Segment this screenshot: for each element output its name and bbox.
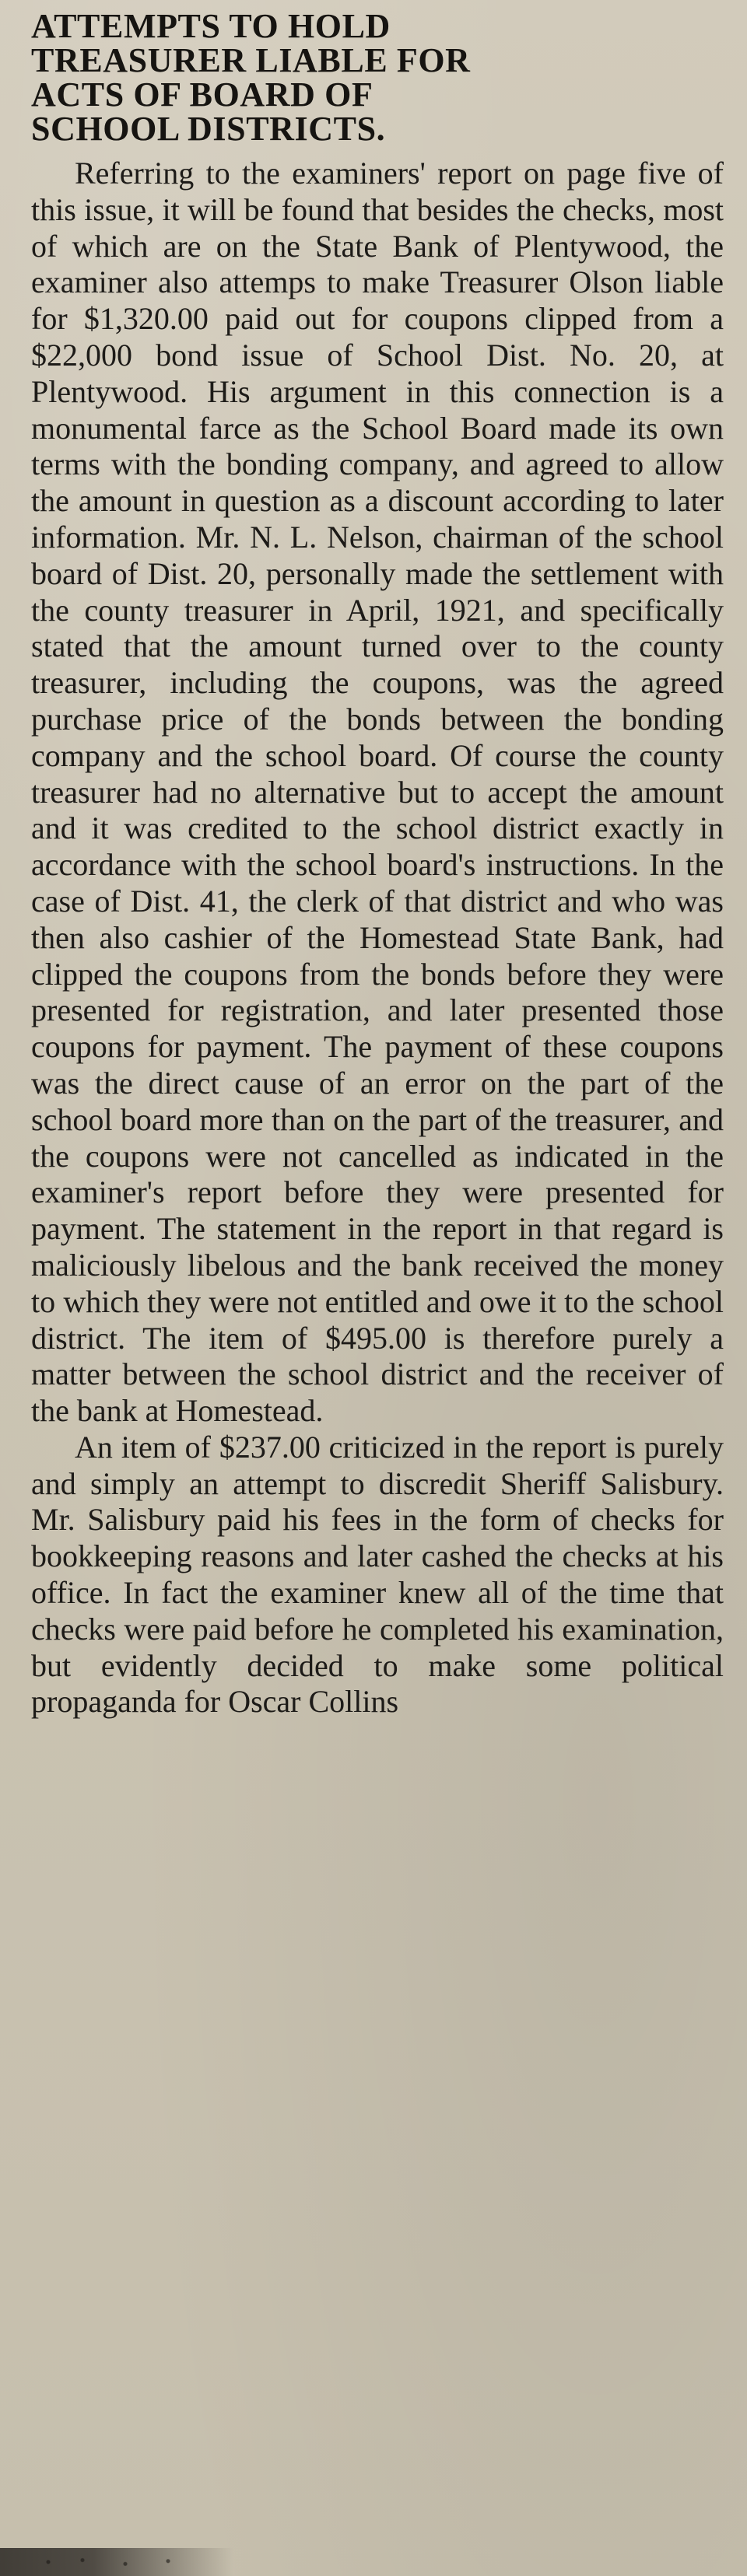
headline-line-1: ATTEMPTS TO HOLD: [31, 7, 391, 45]
article-paragraph-1: Referring to the examiners' report on page five of this issue, it will be found that besides the checks, most of which are on the State Bank of Plentywood, the examiner also attemps to make Treasurer Olson liable for $1,320.00 paid out for coupons clipped from a $22,000 bond issue of School Dist. No. 20, at Plentywood. His argument in this connection is a monumental farce as the School Board made its own terms with the bonding company, and agreed to allow the amount in question as a discount according to later information. Mr. N. L. Nelson, chairman of the school board of Dist. 20, personally made the settlement with the county treasurer in April, 1921, and specifically stated that the amount turned over to the county treasurer, including the coupons, was the agreed purchase price of the bonds between the bonding company and the school board. Of course the county treasurer had no alternative but to accept the amount and it was credited to the school district exactly in accordance with the school board's instructions. In the case of Dist. 41, the clerk of that district and who was then also cashier of the Homestead State Bank, had clipped the coupons from the bonds before they were presented for registration, and later presented those coupons for payment. The payment of these coupons was the direct cause of an error on the part of the school board more than on the part of the treasurer, and the coupons were not cancelled as indicated in the examiner's report before they were presented for payment. The statement in the report in that regard is maliciously libelous and the bank received the money to which they were not entitled and owe it to the school district. The item of $495.00 is therefore purely a matter between the school district and the receiver of the bank at Homestead.: [31, 156, 724, 1429]
headline-line-3: ACTS OF BOARD OF: [31, 75, 374, 114]
headline-line-2: TREASURER LIABLE FOR: [31, 41, 471, 79]
print-specks: [31, 2553, 202, 2571]
headline-line-4: SCHOOL DISTRICTS.: [31, 110, 386, 148]
article-body: [31, 156, 724, 1720]
headline: [31, 9, 731, 146]
article-paragraph-2: An item of $237.00 criticized in the report is purely and simply an attempt to discredit Sheriff Salisbury. Mr. Salisbury paid his fees in the form of checks for bookkeeping reasons and later cashed the checks at his office. In fact the examiner knew all of the time that checks were paid before he completed his examination, but evidently decided to make some political propaganda for Oscar Collins: [31, 1429, 724, 1720]
